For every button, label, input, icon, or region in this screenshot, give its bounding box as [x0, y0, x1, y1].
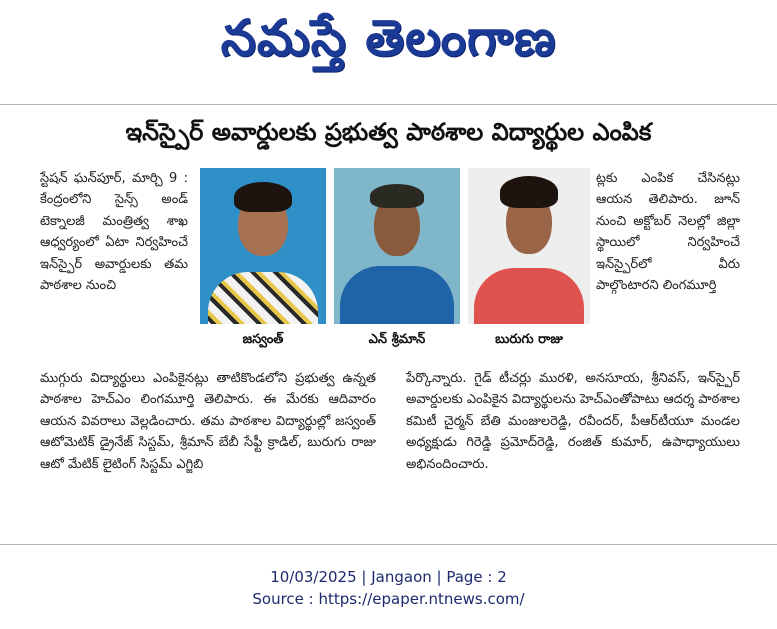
article-text-left-column: స్టేషన్ ఘన్‌పూర్, మార్చి 9 : కేంద్రంలోని సైన్స్ అండ్ టెక్నాలజీ మంత్రిత్వ శాఖ ఆధ్వర్యంలో ఏటా నిర్వహించే ఇన్‌స్పైర్ అవార్డులకు తమ పాఠశాల నుంచి	[40, 171, 188, 294]
student-photo-burugu-raju	[468, 168, 590, 324]
student-photo-sriman	[334, 168, 460, 324]
article-text-bottom-right: పేర్కొన్నారు. గైడ్ టీచర్లు మురళి, అనసూయ, శ్రీనివస్, ఇన్‌స్పైర్ అవార్డులకు ఎంపికైన విద్యార్థులను హెచ్‌ఎంతోపాటు ఆదర్శ పాఠశాల కమిటీ చైర్మన్ బేతి మంజులరెడ్డి, రవీందర్, పీఆర్‌టీయూ మండల అధ్యక్షుడు గిరెడ్డి ప్రమోద్‌రెడ్డి, రంజిత్ కుమార్, ఉపాధ్యాయులు అభినందించారు.	[406, 371, 740, 472]
footer-date-edition: 10/03/2025 | Jangaon | Page : 2	[270, 568, 507, 586]
divider-bottom	[0, 544, 777, 545]
student-photo-jaswanth	[200, 168, 326, 324]
photo-caption-jaswanth: జస్వంత్	[242, 332, 284, 348]
footer-source-link[interactable]: Source : https://epaper.ntnews.com/	[252, 590, 525, 608]
article-body	[40, 168, 740, 538]
masthead	[0, 4, 777, 84]
footer	[0, 566, 777, 610]
article-text-bottom-left: ముగ్గురు విద్యార్థులు ఎంపికైనట్లు తాటికొండలోని ప్రభుత్వ ఉన్నత పాఠశాల హెచ్‌ఎం లింగమూర్తి తెలిపారు. ఈ మేరకు ఆదివారం ఆయన వివరాలు వెల్లడించారు. తమ పాఠశాల విద్యార్థుల్లో జస్వంత్ ఆటోమెటిక్ డ్రైనేజ్ సిస్టమ్, శ్రీమాన్ బేబీ సేఫ్టీ క్రాడిల్, బురుగు రాజు ఆటో మేటిక్ లైటింగ్ సిస్టమ్ ఎగ్జిబి	[40, 371, 376, 472]
newspaper-logo-title: నమస్తే తెలంగాణ	[220, 8, 557, 67]
photo-caption-burugu-raju: బురుగు రాజు	[495, 332, 563, 348]
article-headline: ఇన్‌స్పైర్ అవార్డులకు ప్రభుత్వ పాఠశాల విద్యార్థుల ఎంపిక	[125, 118, 652, 146]
divider-top	[0, 104, 777, 105]
photo-caption-sriman: ఎన్ శ్రీమాన్	[368, 332, 426, 348]
article-text-right-column: ట్లకు ఎంపిక చేసినట్లు ఆయన తెలిపారు. జూన్ నుంచి అక్టోబర్ నెలల్లో జిల్లా స్థాయిలో నిర్వహించే ఇన్‌స్పైర్‌లో వీరు పాల్గొంటారని లింగమూర్తి	[596, 171, 740, 294]
